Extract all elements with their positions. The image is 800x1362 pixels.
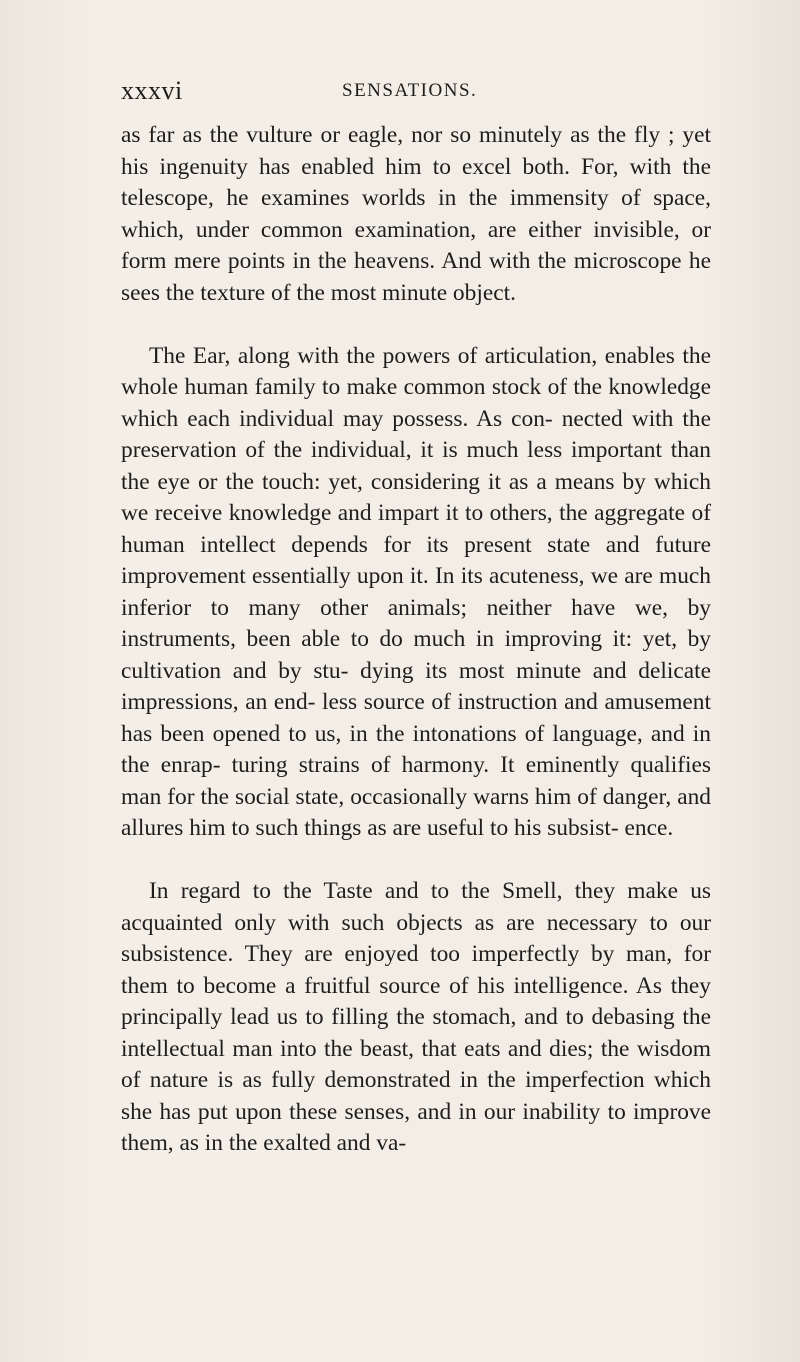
running-head bbox=[121, 76, 720, 106]
body-text bbox=[121, 120, 711, 1191]
paragraph-ear: The Ear, along with the powers of articulation, enables the whole human family to make common stock of the knowledge which each individual may possess. As con- nected with the preservation of the individual, it is much less important than the eye or the touch: yet, considering it as a means by which we receive knowledge and impart it to others, the aggregate of human intellect depends for its present state and future improvement essentially upon it. In its acuteness, we are much inferior to many other animals; neither have we, by instruments, been able to do much in improving it: yet, by cultivation and by stu- dying its most minute and delicate impressions, an end- less source of instruction and amusement has been opened to us, in the intonations of language, and in the enrap- turing strains of harmony. It eminently qualifies man for the social state, occasionally warns him of danger, and allures him to such things as are useful to his subsist- ence. bbox=[121, 342, 711, 841]
page-number: xxxvi bbox=[121, 76, 183, 105]
paragraph-continued: as far as the vulture or eagle, nor so minutely as the fly ; yet his ingenuity has enabled him to excel both. For, with the telescope, he examines worlds in the immensity of space, which, under common examination, are either invisible, or form mere points in the heavens. And with the microscope he sees the texture of the most minute object. bbox=[121, 122, 711, 306]
running-title: SENSATIONS. bbox=[342, 80, 478, 101]
paragraph-taste-smell: In regard to the Taste and to the Smell, they make us acquainted only with such objects as are necessary to our subsistence. They are enjoyed too imperfectly by man, for them to become a fruitful source of his intelligence. As they principally lead us to filling the stomach, and to debasing the intellectual man into the beast, that eats and dies; the wisdom of nature is as fully demonstrated in the imperfection which she has put upon these senses, and in our inability to improve them, as in the exalted and va- bbox=[121, 878, 711, 1156]
